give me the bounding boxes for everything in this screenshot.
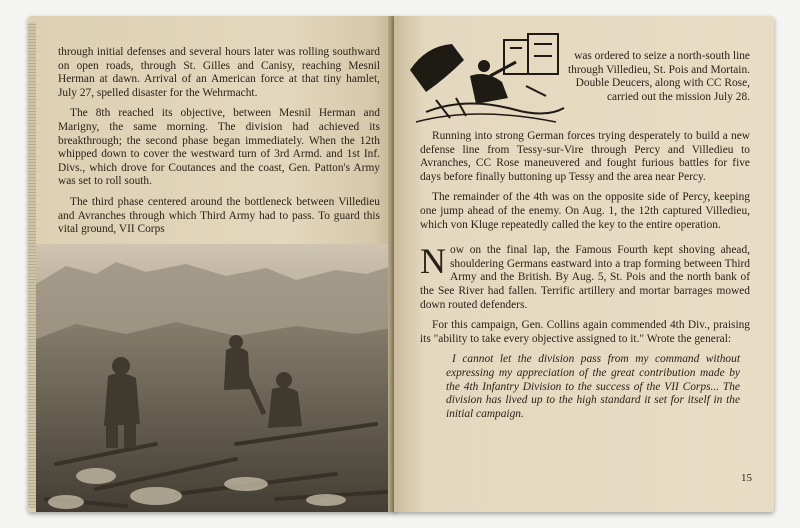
left-paragraph-1: through initial defenses and several hours later was rolling southward on open roads, through St. Gilles and Canisy, reaching Mesnil Herman at dawn. Arrival of an American force at that tiny hamlet, July 27, spelled disaster for the Wehrmacht. [58,46,380,99]
page-edge-stack [28,22,36,508]
right-campaign-paragraph: For this campaign, Gen. Collins again commended 4th Div., praising its "ability to take every objective assigned to it." Wrote the general: [420,319,750,345]
collins-quote [446,353,740,421]
collins-quote-text: I cannot let the division pass from my command without expressing my appreciation of the great contribution made by the 4th Infantry Division to the success of the VII Corps... The division has lived up to the high standard it set for itself in the initial campaign. [446,353,740,420]
left-page [28,16,396,512]
right-page [394,16,774,512]
left-paragraph-3: The third phase centered around the bottleneck between Villedieu and Avranches through which Third Army had to pass. To guard this vital ground, VII Corps [58,195,380,236]
right-paragraph-2: The remainder of the 4th was on the opposite side of Percy, keeping one jump ahead of the enemy. On Aug. 1, the 12th captured Villedieu, which von Kluge repeatedly called the key to the entire operation. [420,191,750,231]
dropcap-paragraph-text: ow on the final lap, the Famous Fourth kept shoving ahead, shouldering Germans eastward into a trap forming between Third Army and the British. By Aug. 5, St. Pois and the north bank of the See River had fallen. Terrific artillery and mortar barrages mowed down routed defenders. [420,244,750,311]
right-paragraph-1: Running into strong German forces trying desperately to build a new defense line from Tessy-sur-Vire through Percy and Villedieu to Avranches, CC Rose maneuvered and fought furious battles for five days before finally buttoning up Tessy and the area near Percy. [420,130,750,183]
right-page-text [420,130,750,421]
soldiers-photo [36,244,392,512]
dropcap-letter: N [420,241,446,282]
open-booklet [22,16,780,516]
battle-sketch-illustration [406,26,568,128]
right-dropcap-paragraph [420,241,750,312]
page-number: 15 [741,472,752,484]
left-paragraph-2: The 8th reached its objective, between Mesnil Herman and Marigny, the same morning. The division had achieved its breakthrough; the second phase began immediately. When the 12th whipped down to cover the westward turn of 3rd Armd. and 1st Inf. Divs., which drove for Coutances and the coast, Gen. Patton's Army was set to roll south. [58,107,380,188]
right-top-paragraph: was ordered to seize a north-south line through Villedieu, St. Pois and Mortain. Double Deucers, along with CC Rose, carried out the mission July 28. [568,50,750,103]
battle-sketch-image [406,26,568,128]
right-top-text [562,50,750,104]
left-page-text [58,46,380,244]
soldiers-photo-image [36,244,392,512]
